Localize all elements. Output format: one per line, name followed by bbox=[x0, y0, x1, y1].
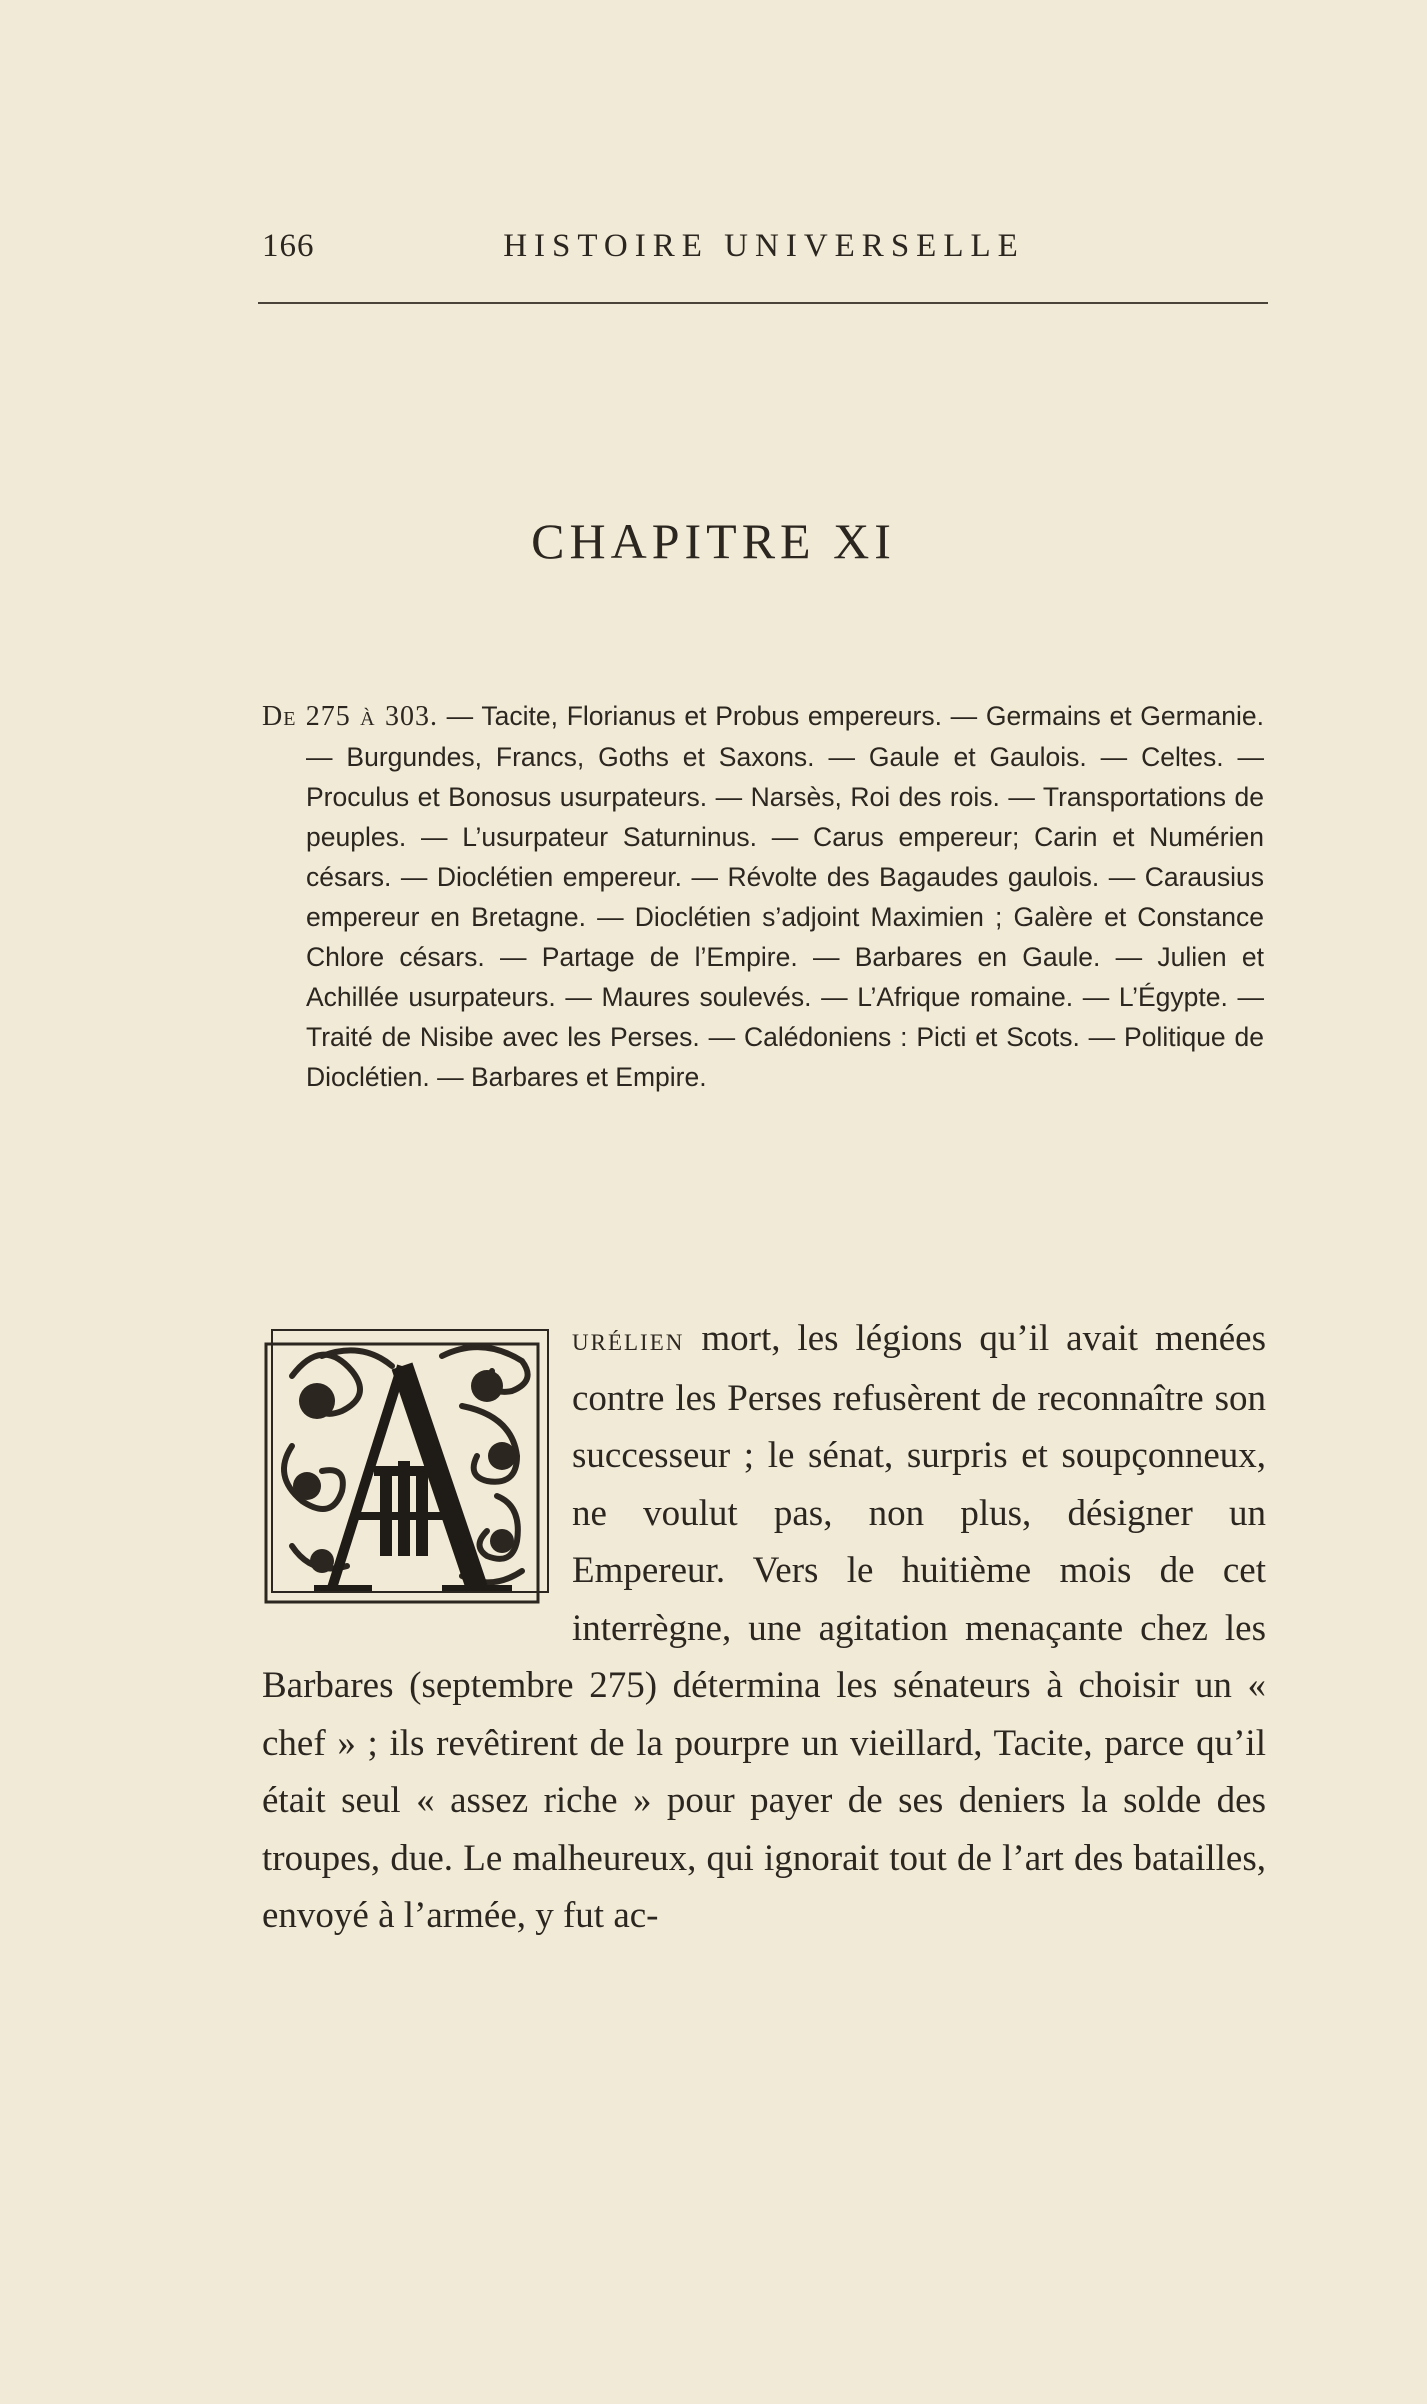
chapter-title: CHAPITRE XI bbox=[531, 513, 896, 569]
summary-date-range: De 275 à 303. bbox=[262, 701, 438, 732]
page-number: 166 bbox=[262, 228, 315, 264]
summary-text: — Tacite, Florianus et Probus empereurs. — Germains et Germanie. — Burgundes, Francs, Goths et Saxons. — Gaule et Gaulois. — Celtes. — Proculus et Bonosus usurpateurs. — Narsès, Roi des rois. — Transportations de peuples. — L’usurpateur Saturninus. — Carus empereur; Carin et Numérien césars. — Dioclétien empereur. — Révolte des Bagaudes gaulois. — Carausius empereur en Bretagne. — Dioclétien s’adjoint Maximien ; Galère et Constance Chlore césars. — Partage de l’Empire. — Barbares en Gaule. — Julien et Achillée usurpateurs. — Maures soulevés. — L’Afrique romaine. — L’Égypte. — Traité de Nisibe avec les Perses. — Calédoniens : Picti et Scots. — Politique de Dioclétien. — Barbares et Empire. bbox=[306, 701, 1264, 1092]
header-rule bbox=[258, 302, 1268, 304]
body-paragraph bbox=[262, 1310, 1266, 1945]
body-text: mort, les légions qu’il avait menées contre les Perses refusèrent de reconnaître son successeur ; le sénat, surpris et soupçonneux, ne voulut pas, non plus, désigner un Empereur. Vers le huitième mois de cet interrègne, une agitation menaçante chez les Barbares (septembre 275) détermina les sénateurs à choisir un « chef » ; ils revêtirent de la pourpre un vieillard, Tacite, parce qu’il était seul « assez riche » pour payer de ses deniers la solde des troupes, due. Le malheureux, qui ignorait tout de l’art des batailles, envoyé à l’armée, y fut ac- bbox=[262, 1318, 1266, 1936]
initial-word-rest: urélien bbox=[572, 1322, 685, 1358]
running-title: HISTOIRE UNIVERSELLE bbox=[503, 228, 1025, 264]
running-head bbox=[262, 228, 1266, 268]
dropcap-space bbox=[262, 1310, 572, 1645]
chapter-summary bbox=[262, 696, 1264, 1097]
